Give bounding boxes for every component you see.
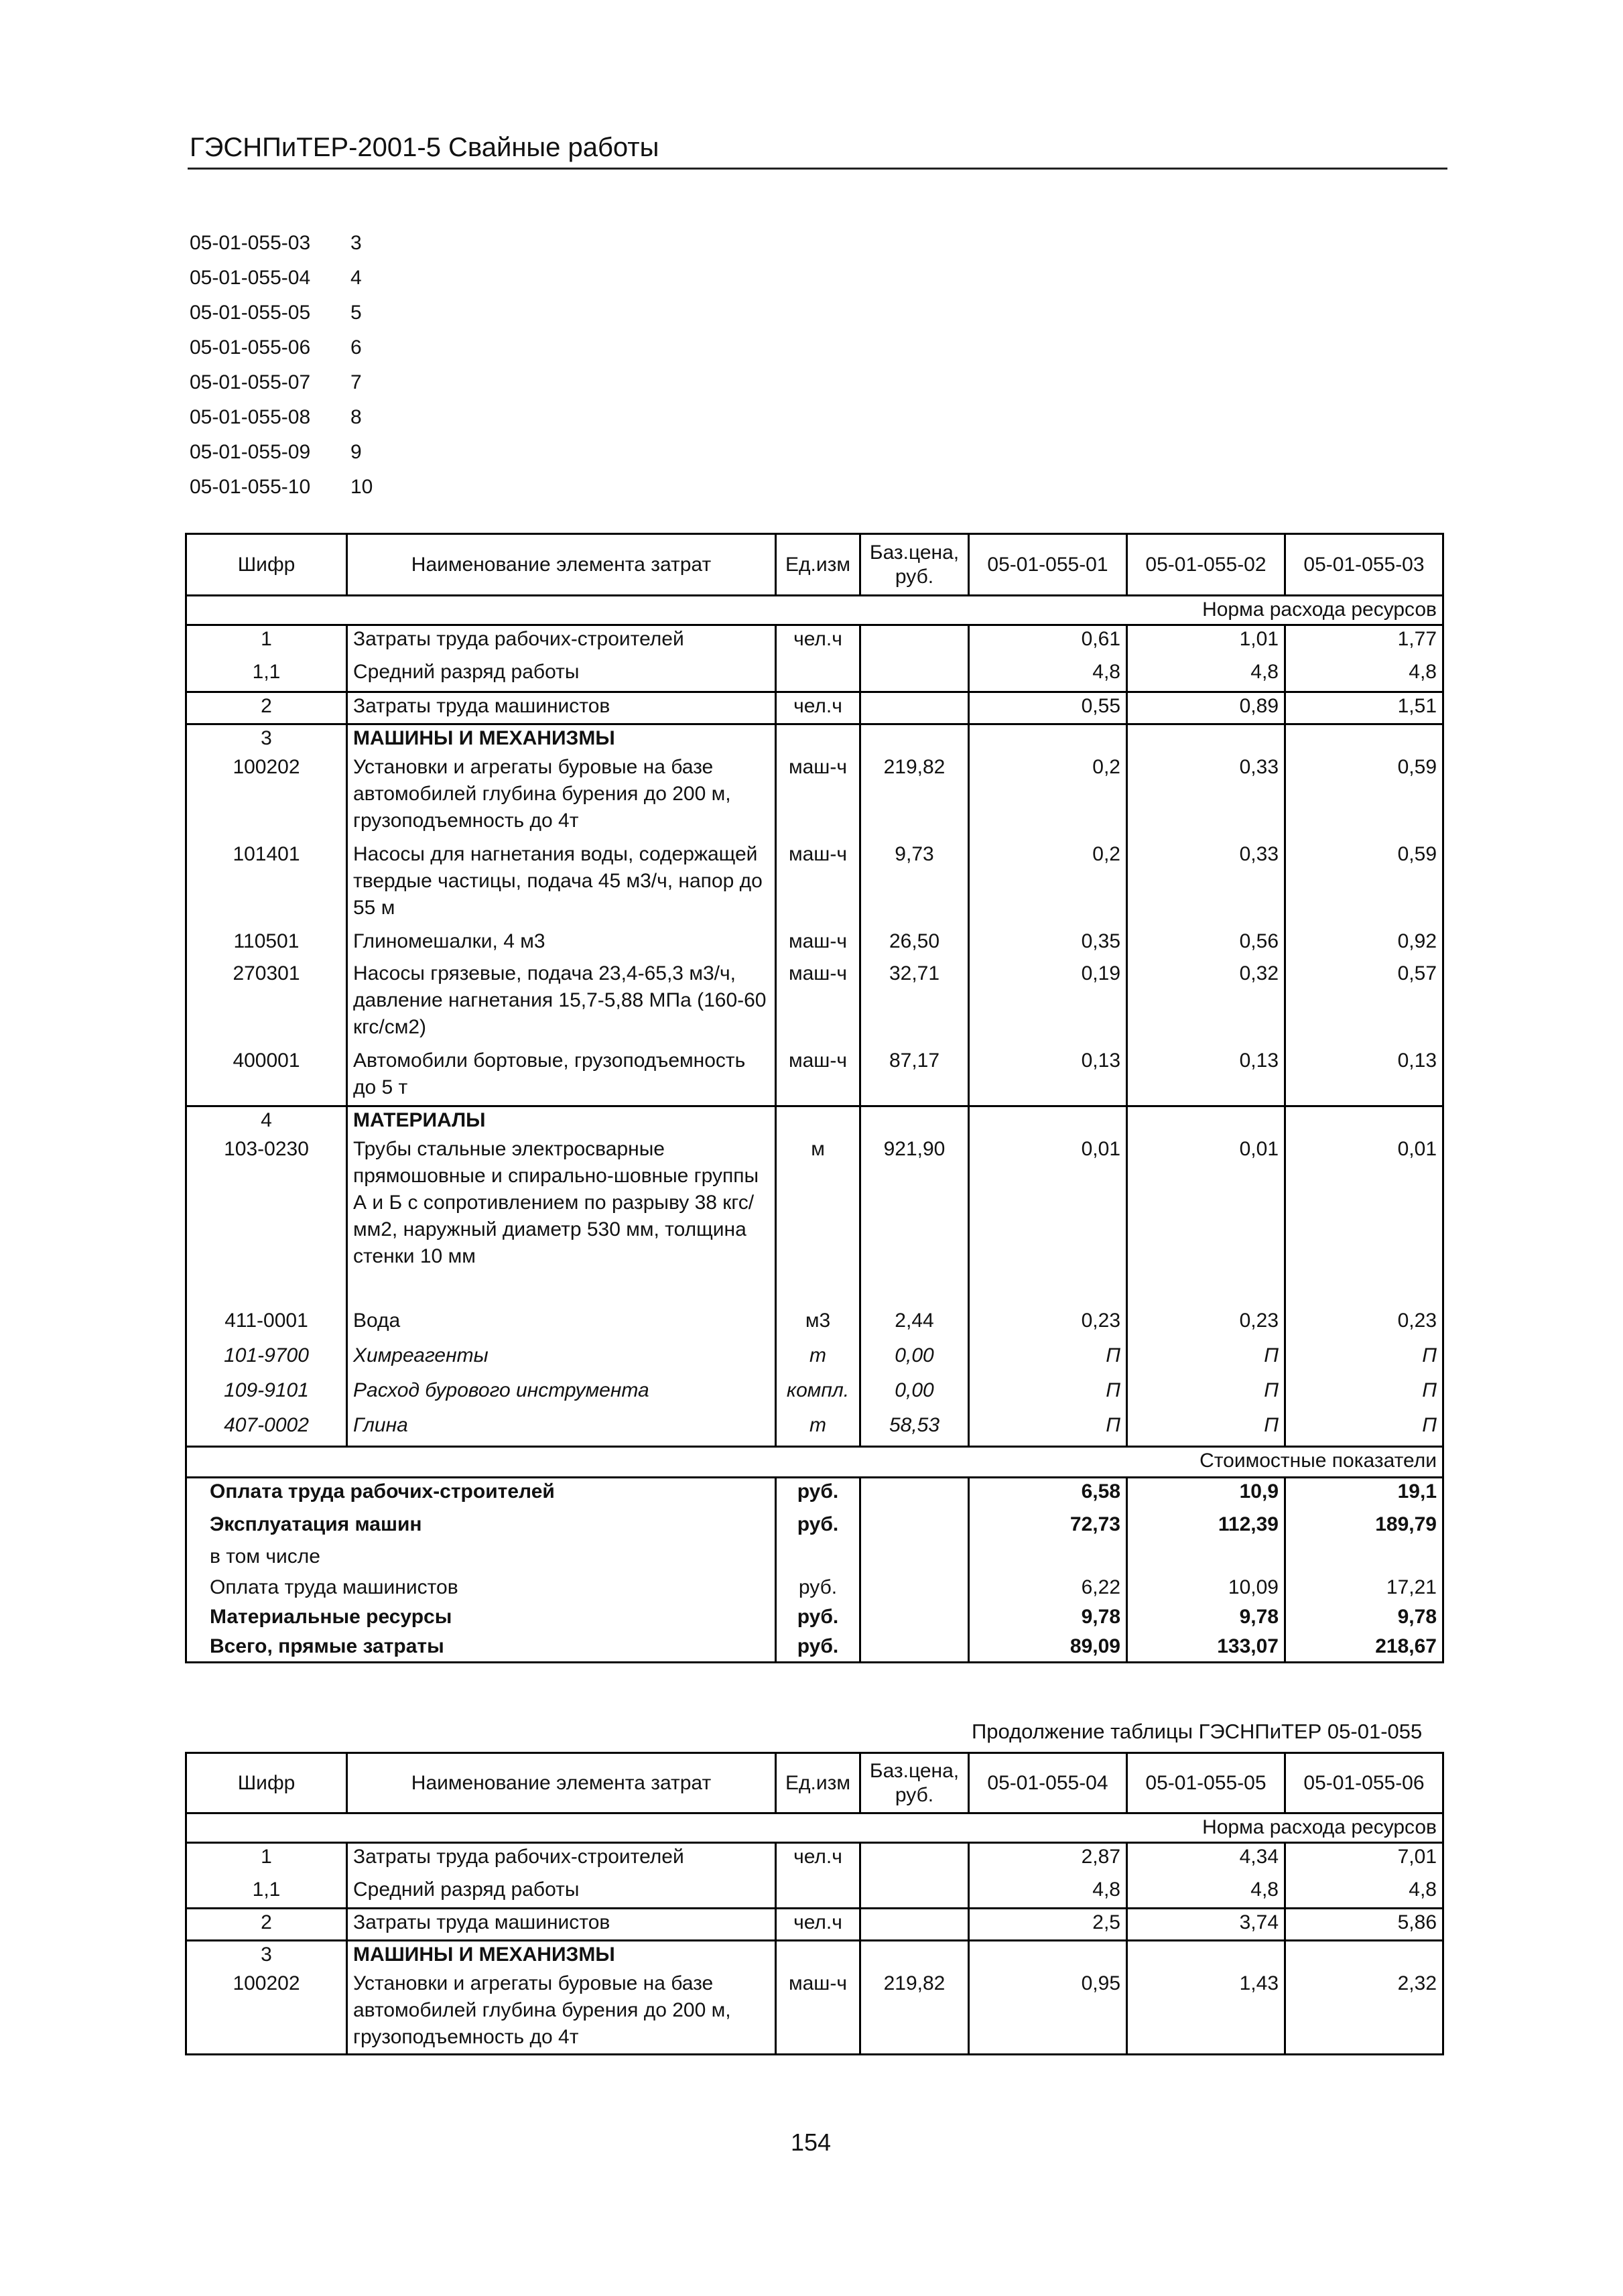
row-price: 32,71 <box>860 960 969 1047</box>
code-list-item <box>190 261 373 296</box>
row-unit: маш-ч <box>776 841 860 928</box>
row-value-3: П <box>1285 1377 1443 1412</box>
row-value-1: 2,87 <box>969 1843 1127 1876</box>
cost-label-row <box>186 1447 1443 1478</box>
summary-value-1: 9,78 <box>969 1604 1127 1633</box>
row-value-3: 5,86 <box>1285 1909 1443 1941</box>
row-price <box>860 659 969 692</box>
section-row <box>186 1941 1443 1970</box>
col-header-code-3: 05-01-055-06 <box>1285 1753 1443 1813</box>
code-list-item <box>190 226 373 261</box>
row-price <box>860 1909 969 1941</box>
row-price: 0,00 <box>860 1377 969 1412</box>
summary-row <box>186 1511 1443 1543</box>
row-value-2: 0,33 <box>1127 754 1285 841</box>
row-code: 1,1 <box>186 659 347 692</box>
table-row <box>186 692 1443 724</box>
row-price: 0,00 <box>860 1342 969 1377</box>
summary-value-1 <box>969 1543 1127 1574</box>
section-row <box>186 724 1443 754</box>
summary-row <box>186 1604 1443 1633</box>
row-value-1: 0,55 <box>969 692 1127 724</box>
row-value-3: 0,13 <box>1285 1047 1443 1106</box>
code-number: 8 <box>350 406 362 428</box>
row-value-1: 0,23 <box>969 1308 1127 1342</box>
row-unit: т <box>776 1412 860 1447</box>
row-value-3: 0,92 <box>1285 928 1443 960</box>
summary-label: Эксплуатация машин <box>186 1511 776 1543</box>
row-value-2: 0,01 <box>1127 1136 1285 1308</box>
summary-value-3 <box>1285 1543 1443 1574</box>
code-list-item <box>190 365 373 400</box>
row-name: Насосы для нагнетания воды, содержащей твердые частицы, подача 45 м3/ч, напор до 55 м <box>347 841 776 928</box>
row-value-3: 7,01 <box>1285 1843 1443 1876</box>
row-code: 1 <box>186 1843 347 1876</box>
row-price <box>860 1876 969 1909</box>
row-value-2: 0,56 <box>1127 928 1285 960</box>
row-unit: чел.ч <box>776 1843 860 1876</box>
row-value-3: 1,51 <box>1285 692 1443 724</box>
row-price: 9,73 <box>860 841 969 928</box>
row-value-3: 2,32 <box>1285 1970 1443 2055</box>
col-header-code-1: 05-01-055-04 <box>969 1753 1127 1813</box>
row-unit: маш-ч <box>776 1970 860 2055</box>
code-number: 5 <box>350 302 362 324</box>
summary-value-3: 218,67 <box>1285 1633 1443 1663</box>
table-row <box>186 1970 1443 2055</box>
col-header-cipher: Шифр <box>186 534 347 596</box>
row-value-3: 0,23 <box>1285 1308 1443 1342</box>
col-header-name: Наименование элемента затрат <box>347 1753 776 1813</box>
section-title: МАТЕРИАЛЫ <box>347 1106 776 1136</box>
row-value-1: П <box>969 1342 1127 1377</box>
row-value-1: 4,8 <box>969 1876 1127 1909</box>
col-header-code-2: 05-01-055-02 <box>1127 534 1285 596</box>
section-code: 3 <box>186 1941 347 1970</box>
row-value-3: 0,57 <box>1285 960 1443 1047</box>
summary-value-2: 10,9 <box>1127 1478 1285 1511</box>
row-name: Расход бурового инструмента <box>347 1377 776 1412</box>
section-row <box>186 1106 1443 1136</box>
section-title: МАШИНЫ И МЕХАНИЗМЫ <box>347 1941 776 1970</box>
col-header-price: Баз.цена, руб. <box>860 1753 969 1813</box>
table-row <box>186 754 1443 841</box>
section-code: 3 <box>186 724 347 754</box>
summary-unit <box>776 1543 860 1574</box>
row-code: 101-9700 <box>186 1342 347 1377</box>
table-row <box>186 1412 1443 1447</box>
row-value-2: 4,34 <box>1127 1843 1285 1876</box>
summary-unit: руб. <box>776 1604 860 1633</box>
row-name: Автомобили бортовые, грузоподъемность до 5 т <box>347 1047 776 1106</box>
summary-label: Всего, прямые затраты <box>186 1633 776 1663</box>
row-value-2: П <box>1127 1342 1285 1377</box>
row-value-1: 0,61 <box>969 625 1127 659</box>
page-number: 154 <box>791 2128 832 2156</box>
row-value-2: 1,43 <box>1127 1970 1285 2055</box>
row-unit: маш-ч <box>776 960 860 1047</box>
row-value-2: 4,8 <box>1127 659 1285 692</box>
row-unit <box>776 659 860 692</box>
row-name: Химреагенты <box>347 1342 776 1377</box>
row-code: 407-0002 <box>186 1412 347 1447</box>
row-value-3: 0,59 <box>1285 841 1443 928</box>
summary-value-3: 19,1 <box>1285 1478 1443 1511</box>
row-code: 1,1 <box>186 1876 347 1909</box>
row-code: 100202 <box>186 1970 347 2055</box>
row-price <box>860 692 969 724</box>
row-code: 411-0001 <box>186 1308 347 1342</box>
row-value-3: П <box>1285 1412 1443 1447</box>
row-value-2: П <box>1127 1377 1285 1412</box>
row-value-1: 0,2 <box>969 754 1127 841</box>
col-header-price: Баз.цена, руб. <box>860 534 969 596</box>
norm-label: Норма расхода ресурсов <box>186 1813 1443 1843</box>
row-price: 58,53 <box>860 1412 969 1447</box>
row-value-2: П <box>1127 1412 1285 1447</box>
row-code: 400001 <box>186 1047 347 1106</box>
row-code: 101401 <box>186 841 347 928</box>
summary-label: Материальные ресурсы <box>186 1604 776 1633</box>
summary-value-1: 6,22 <box>969 1574 1127 1604</box>
code-value: 05-01-055-03 <box>190 232 311 254</box>
code-value: 05-01-055-04 <box>190 267 311 289</box>
code-list-item <box>190 330 373 365</box>
norm-label-row <box>186 596 1443 625</box>
row-name: Установки и агрегаты буровые на базе автомобилей глубина бурения до 200 м, грузоподъемность до 4т <box>347 1970 776 2055</box>
code-number: 4 <box>350 267 362 289</box>
table-row <box>186 1308 1443 1342</box>
row-price: 921,90 <box>860 1136 969 1308</box>
row-name: Установки и агрегаты буровые на базе автомобилей глубина бурения до 200 м, грузоподъемность до 4т <box>347 754 776 841</box>
row-unit: чел.ч <box>776 625 860 659</box>
row-value-3: 4,8 <box>1285 1876 1443 1909</box>
row-value-1: П <box>969 1412 1127 1447</box>
code-list-item <box>190 296 373 330</box>
col-header-code-2: 05-01-055-05 <box>1127 1753 1285 1813</box>
code-list <box>190 226 373 505</box>
table-row <box>186 1876 1443 1909</box>
row-unit: т <box>776 1342 860 1377</box>
row-value-2: 0,23 <box>1127 1308 1285 1342</box>
norm-label: Норма расхода ресурсов <box>186 596 1443 625</box>
col-header-unit: Ед.изм <box>776 534 860 596</box>
row-value-2: 3,74 <box>1127 1909 1285 1941</box>
table-row <box>186 659 1443 692</box>
summary-value-1: 72,73 <box>969 1511 1127 1543</box>
row-value-2: 4,8 <box>1127 1876 1285 1909</box>
table-row <box>186 1342 1443 1377</box>
code-list-item <box>190 400 373 435</box>
row-value-1: 0,2 <box>969 841 1127 928</box>
col-header-code-3: 05-01-055-03 <box>1285 534 1443 596</box>
summary-label: в том числе <box>186 1543 776 1574</box>
row-code: 100202 <box>186 754 347 841</box>
table-row <box>186 960 1443 1047</box>
row-value-1: 0,01 <box>969 1136 1127 1308</box>
row-price: 219,82 <box>860 754 969 841</box>
row-name: Глиномешалки, 4 м3 <box>347 928 776 960</box>
row-name: Вода <box>347 1308 776 1342</box>
row-value-3: 0,01 <box>1285 1136 1443 1308</box>
col-header-unit: Ед.изм <box>776 1753 860 1813</box>
continuation-caption: Продолжение таблицы ГЭСНПиТЕР 05-01-055 <box>972 1720 1423 1743</box>
row-unit: м <box>776 1136 860 1308</box>
code-value: 05-01-055-10 <box>190 476 311 498</box>
row-unit: маш-ч <box>776 754 860 841</box>
row-value-3: 1,77 <box>1285 625 1443 659</box>
row-value-1: 0,19 <box>969 960 1127 1047</box>
row-price: 2,44 <box>860 1308 969 1342</box>
row-code: 109-9101 <box>186 1377 347 1412</box>
code-value: 05-01-055-05 <box>190 302 311 324</box>
row-price: 219,82 <box>860 1970 969 2055</box>
row-value-3: 4,8 <box>1285 659 1443 692</box>
summary-row <box>186 1478 1443 1511</box>
table-row <box>186 1136 1443 1308</box>
table-header-row <box>186 534 1443 596</box>
col-header-name: Наименование элемента затрат <box>347 534 776 596</box>
section-code: 4 <box>186 1106 347 1136</box>
resource-table-2 <box>185 1752 1444 2055</box>
summary-row <box>186 1543 1443 1574</box>
summary-value-1: 89,09 <box>969 1633 1127 1663</box>
summary-label: Оплата труда рабочих-строителей <box>186 1478 776 1511</box>
row-code: 2 <box>186 692 347 724</box>
row-name: Затраты труда рабочих-строителей <box>347 1843 776 1876</box>
table-row <box>186 1843 1443 1876</box>
row-name: Трубы стальные электросварные прямошовные и спирально-шовные группы А и Б с сопротивлением по разрыву 38 кгс/мм2, наружный диаметр 530 мм, толщина стенки 10 мм <box>347 1136 776 1308</box>
code-value: 05-01-055-07 <box>190 371 311 393</box>
summary-value-2: 9,78 <box>1127 1604 1285 1633</box>
row-unit <box>776 1876 860 1909</box>
norm-label-row <box>186 1813 1443 1843</box>
row-price <box>860 1843 969 1876</box>
row-name: Глина <box>347 1412 776 1447</box>
table-header-row <box>186 1753 1443 1813</box>
row-unit: м3 <box>776 1308 860 1342</box>
row-value-2: 0,32 <box>1127 960 1285 1047</box>
row-value-2: 0,89 <box>1127 692 1285 724</box>
row-name: Затраты труда рабочих-строителей <box>347 625 776 659</box>
summary-value-2 <box>1127 1543 1285 1574</box>
page-header-title: ГЭСНПиТЕР-2001-5 Свайные работы <box>190 133 659 162</box>
row-unit: маш-ч <box>776 1047 860 1106</box>
row-code: 1 <box>186 625 347 659</box>
table-row <box>186 625 1443 659</box>
row-name: Насосы грязевые, подача 23,4-65,3 м3/ч, давление нагнетания 15,7-5,88 МПа (160-60 кгс/см2) <box>347 960 776 1047</box>
code-number: 10 <box>350 476 373 498</box>
row-name: Затраты труда машинистов <box>347 692 776 724</box>
row-value-1: 2,5 <box>969 1909 1127 1941</box>
row-price <box>860 625 969 659</box>
row-name: Затраты труда машинистов <box>347 1909 776 1941</box>
summary-unit: руб. <box>776 1574 860 1604</box>
row-unit: маш-ч <box>776 928 860 960</box>
summary-unit: руб. <box>776 1511 860 1543</box>
row-value-2: 1,01 <box>1127 625 1285 659</box>
row-name: Средний разряд работы <box>347 1876 776 1909</box>
table-row <box>186 1909 1443 1941</box>
summary-value-3: 9,78 <box>1285 1604 1443 1633</box>
row-value-1: 0,35 <box>969 928 1127 960</box>
cost-label: Стоимостные показатели <box>186 1447 1443 1478</box>
code-value: 05-01-055-08 <box>190 406 311 428</box>
row-code: 2 <box>186 1909 347 1941</box>
table-row <box>186 841 1443 928</box>
row-unit: чел.ч <box>776 1909 860 1941</box>
code-number: 3 <box>350 232 362 254</box>
row-price: 87,17 <box>860 1047 969 1106</box>
row-unit: чел.ч <box>776 692 860 724</box>
row-value-1: 4,8 <box>969 659 1127 692</box>
row-value-2: 0,13 <box>1127 1047 1285 1106</box>
row-value-1: 0,13 <box>969 1047 1127 1106</box>
summary-value-1: 6,58 <box>969 1478 1127 1511</box>
code-list-item <box>190 470 373 505</box>
code-value: 05-01-055-09 <box>190 441 311 463</box>
summary-value-2: 112,39 <box>1127 1511 1285 1543</box>
row-value-3: П <box>1285 1342 1443 1377</box>
row-code: 270301 <box>186 960 347 1047</box>
section-title: МАШИНЫ И МЕХАНИЗМЫ <box>347 724 776 754</box>
summary-value-3: 189,79 <box>1285 1511 1443 1543</box>
code-number: 9 <box>350 441 362 463</box>
row-unit: компл. <box>776 1377 860 1412</box>
code-number: 7 <box>350 371 362 393</box>
header-rule <box>188 168 1447 170</box>
col-header-code-1: 05-01-055-01 <box>969 534 1127 596</box>
summary-value-2: 10,09 <box>1127 1574 1285 1604</box>
row-code: 110501 <box>186 928 347 960</box>
row-value-2: 0,33 <box>1127 841 1285 928</box>
table-row <box>186 1047 1443 1106</box>
row-price: 26,50 <box>860 928 969 960</box>
summary-value-3: 17,21 <box>1285 1574 1443 1604</box>
row-value-1: П <box>969 1377 1127 1412</box>
summary-row <box>186 1633 1443 1663</box>
row-name: Средний разряд работы <box>347 659 776 692</box>
table-row <box>186 1377 1443 1412</box>
col-header-cipher: Шифр <box>186 1753 347 1813</box>
code-list-item <box>190 435 373 470</box>
row-value-1: 0,95 <box>969 1970 1127 2055</box>
summary-unit: руб. <box>776 1478 860 1511</box>
code-value: 05-01-055-06 <box>190 336 311 359</box>
summary-unit: руб. <box>776 1633 860 1663</box>
code-number: 6 <box>350 336 362 359</box>
summary-row <box>186 1574 1443 1604</box>
resource-table-1 <box>185 533 1444 1663</box>
summary-label: Оплата труда машинистов <box>186 1574 776 1604</box>
table-row <box>186 928 1443 960</box>
row-value-3: 0,59 <box>1285 754 1443 841</box>
row-code: 103-0230 <box>186 1136 347 1308</box>
summary-value-2: 133,07 <box>1127 1633 1285 1663</box>
